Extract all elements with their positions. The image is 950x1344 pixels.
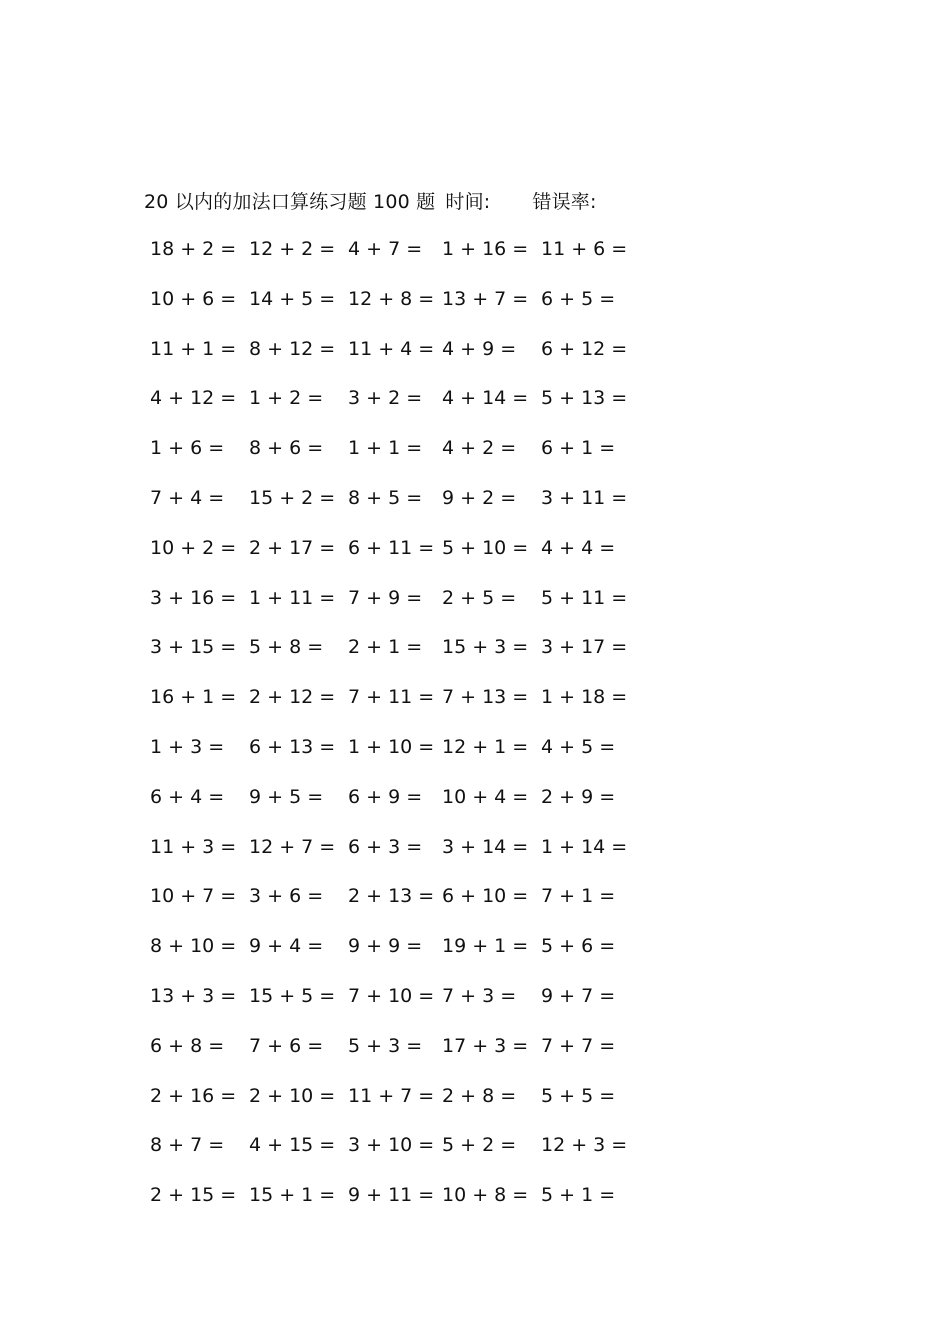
problem-item: 2 + 15 = xyxy=(150,1184,237,1207)
problem-item: 5 + 13 = xyxy=(541,387,628,410)
problem-item: 2 + 5 = xyxy=(442,586,517,609)
problem-item: 11 + 4 = xyxy=(348,337,435,360)
problem-item: 3 + 16 = xyxy=(150,586,237,609)
problem-item: 12 + 2 = xyxy=(249,238,336,260)
problem-item: 11 + 1 = xyxy=(150,337,237,360)
problem-item: 2 + 1 = xyxy=(348,636,423,659)
problem-item: 1 + 2 = xyxy=(249,387,324,410)
problem-item: 7 + 3 = xyxy=(442,985,517,1007)
problem-item: 17 + 3 = xyxy=(442,1034,529,1057)
problem-item: 10 + 2 = xyxy=(150,536,237,559)
problem-item: 11 + 7 = xyxy=(348,1084,435,1107)
problem-item: 12 + 7 = xyxy=(249,835,336,858)
problem-item: 10 + 4 = xyxy=(442,785,529,808)
problem-item: 4 + 5 = xyxy=(541,736,616,758)
problem-item: 5 + 8 = xyxy=(249,636,324,659)
problem-item: 10 + 8 = xyxy=(442,1184,529,1207)
worksheet-title: 20 以内的加法口算练习题 100 题 xyxy=(144,191,436,213)
problem-item: 3 + 10 = xyxy=(348,1134,435,1157)
problem-item: 4 + 2 = xyxy=(442,437,517,460)
problem-item: 9 + 9 = xyxy=(348,935,423,958)
problem-item: 6 + 1 = xyxy=(541,437,616,460)
problem-item: 8 + 10 = xyxy=(150,935,237,958)
problem-item: 3 + 2 = xyxy=(348,387,423,410)
problem-item: 1 + 18 = xyxy=(541,686,628,709)
problem-item: 6 + 5 = xyxy=(541,287,616,310)
problem-item: 4 + 4 = xyxy=(541,536,616,559)
problem-item: 4 + 15 = xyxy=(249,1134,336,1157)
problem-item: 12 + 3 = xyxy=(541,1134,628,1157)
problem-item: 5 + 10 = xyxy=(442,536,529,559)
problem-item: 2 + 13 = xyxy=(348,885,435,908)
problem-item: 2 + 9 = xyxy=(541,785,616,808)
problem-item: 3 + 15 = xyxy=(150,636,237,659)
problem-item: 2 + 12 = xyxy=(249,686,336,709)
problem-item: 15 + 2 = xyxy=(249,487,336,509)
problem-item: 15 + 1 = xyxy=(249,1184,336,1207)
problem-item: 9 + 11 = xyxy=(348,1184,435,1207)
problem-item: 2 + 17 = xyxy=(249,536,336,559)
problem-item: 11 + 6 = xyxy=(541,238,628,260)
problem-item: 9 + 7 = xyxy=(541,985,616,1007)
problem-item: 1 + 10 = xyxy=(348,736,435,758)
problem-item: 7 + 13 = xyxy=(442,686,529,709)
problem-item: 8 + 12 = xyxy=(249,337,336,360)
problem-item: 9 + 5 = xyxy=(249,785,324,808)
problem-item: 14 + 5 = xyxy=(249,287,336,310)
problem-item: 15 + 3 = xyxy=(442,636,529,659)
problem-item: 3 + 17 = xyxy=(541,636,628,659)
problem-item: 7 + 6 = xyxy=(249,1034,324,1057)
problem-item: 8 + 6 = xyxy=(249,437,324,460)
problem-item: 12 + 1 = xyxy=(442,736,529,758)
problem-item: 13 + 7 = xyxy=(442,287,529,310)
problem-item: 12 + 8 = xyxy=(348,287,435,310)
problem-item: 1 + 6 = xyxy=(150,437,225,460)
problem-item: 4 + 9 = xyxy=(442,337,517,360)
problem-item: 8 + 5 = xyxy=(348,487,423,509)
problem-item: 18 + 2 = xyxy=(150,238,237,260)
problem-item: 7 + 7 = xyxy=(541,1034,616,1057)
problem-item: 6 + 13 = xyxy=(249,736,336,758)
problem-item: 6 + 12 = xyxy=(541,337,628,360)
problem-item: 7 + 10 = xyxy=(348,985,435,1007)
problem-item: 2 + 16 = xyxy=(150,1084,237,1107)
problem-item: 6 + 3 = xyxy=(348,835,423,858)
problem-item: 5 + 3 = xyxy=(348,1034,423,1057)
problem-item: 10 + 7 = xyxy=(150,885,237,908)
time-label: 时间: xyxy=(445,191,491,213)
problem-item: 5 + 2 = xyxy=(442,1134,517,1157)
problem-item: 7 + 4 = xyxy=(150,487,225,509)
problem-item: 16 + 1 = xyxy=(150,686,237,709)
problem-item: 5 + 1 = xyxy=(541,1184,616,1207)
problem-item: 7 + 9 = xyxy=(348,586,423,609)
problem-item: 1 + 14 = xyxy=(541,835,628,858)
problem-item: 3 + 14 = xyxy=(442,835,529,858)
problem-item: 11 + 3 = xyxy=(150,835,237,858)
problem-item: 5 + 6 = xyxy=(541,935,616,958)
problem-item: 6 + 4 = xyxy=(150,785,225,808)
problem-item: 10 + 6 = xyxy=(150,287,237,310)
problem-item: 9 + 4 = xyxy=(249,935,324,958)
problem-item: 19 + 1 = xyxy=(442,935,529,958)
problem-item: 7 + 11 = xyxy=(348,686,435,709)
problem-item: 4 + 12 = xyxy=(150,387,237,410)
problem-item: 6 + 10 = xyxy=(442,885,529,908)
problem-item: 9 + 2 = xyxy=(442,487,517,509)
problem-item: 3 + 11 = xyxy=(541,487,628,509)
problem-item: 5 + 11 = xyxy=(541,586,628,609)
error-rate-label: 错误率: xyxy=(532,191,597,213)
problem-item: 2 + 10 = xyxy=(249,1084,336,1107)
problem-item: 1 + 1 = xyxy=(348,437,423,460)
problem-item: 6 + 8 = xyxy=(150,1034,225,1057)
problem-item: 3 + 6 = xyxy=(249,885,324,908)
problem-item: 4 + 14 = xyxy=(442,387,529,410)
problem-item: 7 + 1 = xyxy=(541,885,616,908)
problem-item: 1 + 16 = xyxy=(442,238,529,260)
problem-item: 15 + 5 = xyxy=(249,985,336,1007)
problem-item: 6 + 11 = xyxy=(348,536,435,559)
problem-item: 2 + 8 = xyxy=(442,1084,517,1107)
problem-item: 1 + 11 = xyxy=(249,586,336,609)
problem-item: 4 + 7 = xyxy=(348,238,423,260)
problem-item: 5 + 5 = xyxy=(541,1084,616,1107)
problem-item: 6 + 9 = xyxy=(348,785,423,808)
problem-item: 1 + 3 = xyxy=(150,736,225,758)
problem-item: 8 + 7 = xyxy=(150,1134,225,1157)
problem-item: 13 + 3 = xyxy=(150,985,237,1007)
